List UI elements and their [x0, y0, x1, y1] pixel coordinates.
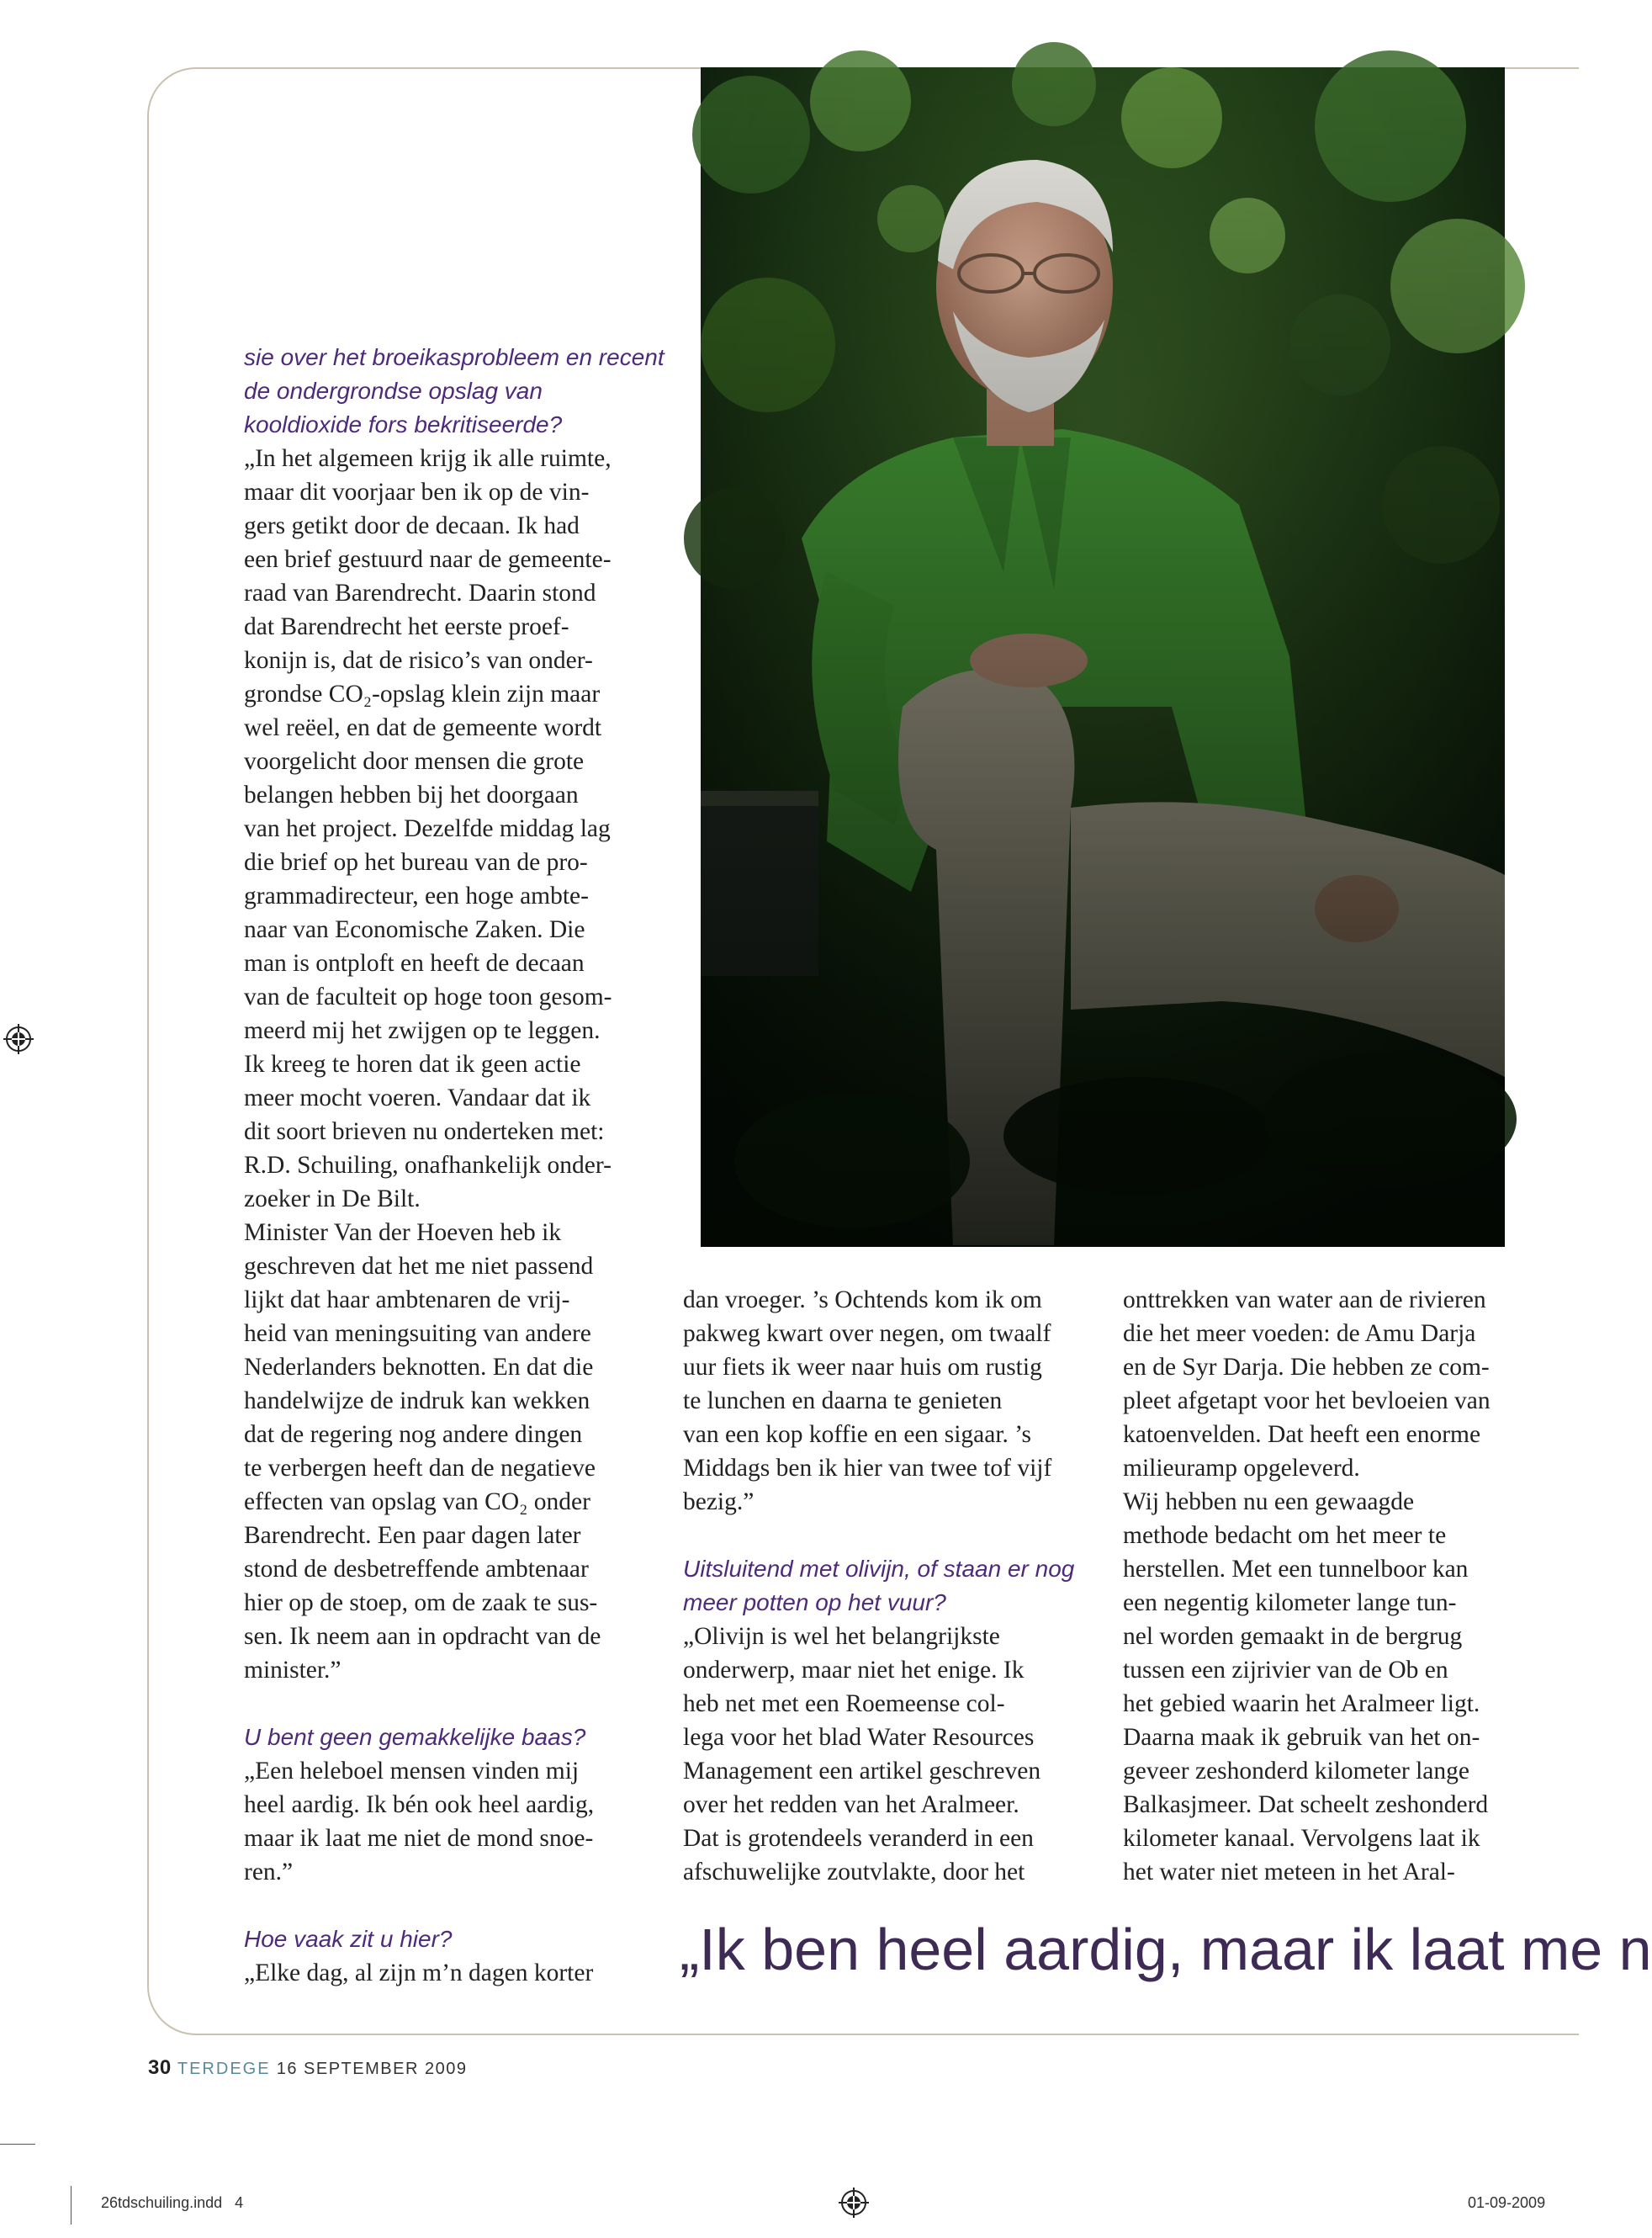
text-line: hier op de stoep, om de zaak te sus- — [244, 1589, 598, 1616]
text-line: dan vroeger. ’s Ochtends kom ik om — [683, 1286, 1042, 1313]
text-line: sen. Ik neem aan in opdracht van de — [244, 1623, 601, 1650]
text-line: een negentig kilometer lange tun- — [1123, 1589, 1457, 1616]
text-line: van het project. Dezelfde middag lag — [244, 815, 611, 842]
text-line: R.D. Schuiling, onafhankelijk onder- — [244, 1152, 612, 1179]
text-line: het gebied waarin het Aralmeer ligt. — [1123, 1690, 1480, 1717]
text-line: voorgelicht door mensen die grote — [244, 748, 585, 775]
text-line: Balkasjmeer. Dat scheelt zeshonderd — [1123, 1791, 1489, 1818]
text-line: effecten van opslag van CO₂ onder — [244, 1488, 590, 1515]
column-3 — [1123, 1283, 1552, 1889]
text-line: herstellen. Met een tunnelboor kan — [1123, 1556, 1469, 1583]
text-line: stond de desbetreffende ambtenaar — [244, 1556, 589, 1583]
text-line: onderwerp, maar niet het enige. Ik — [683, 1657, 1025, 1684]
text-line: handelwijze de indruk kan wekken — [244, 1387, 590, 1414]
slug-filename: 26tdschuiling.indd 4 — [101, 2194, 244, 2211]
text-line: Ik kreeg te horen dat ik geen actie — [244, 1051, 581, 1078]
text-line: methode bedacht om het meer te — [1123, 1522, 1447, 1549]
registration-mark-left-icon — [2, 1022, 35, 1056]
text-line: Wij hebben nu een gewaagde — [1123, 1488, 1415, 1515]
text-line: grondse CO₂-opslag klein zijn maar — [244, 681, 601, 708]
text-line: die brief op het bureau van de pro- — [244, 849, 588, 876]
text-line: een brief gestuurd naar de gemeente- — [244, 546, 612, 573]
question-1: sie over het broeikasprobleem en recent de ondergrondse opslag van kooldioxide fors bekritiseerde? — [244, 344, 665, 438]
answer-3-start — [244, 1956, 665, 1990]
text-line: Middags ben ik hier van twee tof vijf — [683, 1455, 1052, 1482]
crop-mark-horizontal — [0, 2144, 35, 2145]
text-line: „Elke dag, al zijn m’n dagen korter — [244, 1960, 594, 1986]
text-line: maar dit voorjaar ben ik op de vin- — [244, 479, 590, 506]
text-line: Minister Van der Hoeven heb ik — [244, 1219, 562, 1246]
text-line: lega voor het blad Water Resources — [683, 1724, 1035, 1751]
text-line: milieuramp opgeleverd. — [1123, 1455, 1360, 1482]
text-line: „Olivijn is wel het belangrijkste — [683, 1623, 1000, 1650]
text-line: ren.” — [244, 1859, 294, 1885]
text-line: man is ontploft en heeft de decaan — [244, 950, 585, 977]
text-line: „In het algemeen krijg ik alle ruimte, — [244, 445, 612, 472]
text-line: heb net met een Roemeense col- — [683, 1690, 1005, 1717]
text-line: dat de regering nog andere dingen — [244, 1421, 583, 1448]
text-line: onttrekken van water aan de rivieren — [1123, 1286, 1486, 1313]
pull-quote: „Ik ben heel aardig, maar ik laat me n — [680, 1917, 1652, 1982]
text-line: afschuwelijke zoutvlakte, door het — [683, 1859, 1025, 1885]
text-line: minister.” — [244, 1657, 342, 1684]
text-line: konijn is, dat de risico’s van onder- — [244, 647, 593, 674]
text-line: lijkt dat haar ambtenaren de vrij- — [244, 1286, 570, 1313]
answer-4 — [683, 1620, 1104, 1889]
text-line: bezig.” — [683, 1488, 755, 1515]
magazine-name: TERDEGE — [177, 2060, 271, 2078]
text-line: het water niet meteen in het Aral- — [1123, 1859, 1455, 1885]
text-line: Dat is grotendeels veranderd in een — [683, 1825, 1034, 1852]
answer-3-continued — [683, 1283, 1104, 1519]
text-line: gers getikt door de decaan. Ik had — [244, 512, 580, 539]
text-line: geveer zeshonderd kilometer lange — [1123, 1758, 1469, 1785]
text-line: kilometer kanaal. Vervolgens laat ik — [1123, 1825, 1480, 1852]
registration-mark-bottom-icon — [837, 2186, 871, 2219]
text-line: naar van Economische Zaken. Die — [244, 916, 585, 943]
text-line: van de faculteit op hoge toon gesom- — [244, 984, 612, 1010]
text-line: Daarna maak ik gebruik van het on- — [1123, 1724, 1480, 1751]
text-line: te lunchen en daarna te genieten — [683, 1387, 1003, 1414]
text-line: tussen een zijrivier van de Ob en — [1123, 1657, 1448, 1684]
text-line: heel aardig. Ik bén ook heel aardig, — [244, 1791, 595, 1818]
text-line: raad van Barendrecht. Daarin stond — [244, 580, 596, 607]
text-line: te verbergen heeft dan de negatieve — [244, 1455, 596, 1482]
text-line: dat Barendrecht het eerste proef- — [244, 613, 569, 640]
text-line: Nederlanders beknotten. En dat die — [244, 1354, 594, 1381]
portrait-photo — [701, 67, 1505, 1247]
question-4: Uitsluitend met olivijn, of staan er nog meer potten op het vuur? — [683, 1556, 1075, 1615]
column-2 — [683, 1283, 1104, 1889]
text-line: en de Syr Darja. Die hebben ze com- — [1123, 1354, 1490, 1381]
text-line: pakweg kwart over negen, om twaalf — [683, 1320, 1051, 1347]
text-line: dit soort brieven nu onderteken met: — [244, 1118, 605, 1145]
text-line: „Een heleboel mensen vinden mij — [244, 1758, 580, 1785]
text-line: over het redden van het Aralmeer. — [683, 1791, 1019, 1818]
text-line: die het meer voeden: de Amu Darja — [1123, 1320, 1476, 1347]
folio — [148, 2056, 467, 2080]
text-line: grammadirecteur, een hoge ambte- — [244, 883, 589, 910]
text-line: katoenvelden. Dat heeft een enorme — [1123, 1421, 1481, 1448]
column-1 — [244, 341, 665, 1990]
text-line: belangen hebben bij het doorgaan — [244, 782, 579, 809]
answer-1 — [244, 442, 665, 1687]
answer-2 — [244, 1754, 665, 1889]
text-line: meerd mij het zwijgen op te leggen. — [244, 1017, 601, 1044]
text-line: meer mocht voeren. Vandaar dat ik — [244, 1085, 591, 1111]
page-number: 30 — [148, 2056, 172, 2079]
answer-4-continued — [1123, 1283, 1552, 1889]
text-line: pleet afgetapt voor het bevloeien van — [1123, 1387, 1491, 1414]
text-line: maar ik laat me niet de mond snoe- — [244, 1825, 594, 1852]
question-2: U bent geen gemakkelijke baas? — [244, 1724, 586, 1750]
slug-date: 01-09-2009 — [1468, 2194, 1546, 2211]
text-line: uur fiets ik weer naar huis om rustig — [683, 1354, 1042, 1381]
text-line: Management een artikel geschreven — [683, 1758, 1041, 1785]
text-line: van een kop koffie en een sigaar. ’s — [683, 1421, 1031, 1448]
text-line: Barendrecht. Een paar dagen later — [244, 1522, 581, 1549]
text-line: geschreven dat het me niet passend — [244, 1253, 594, 1280]
text-line: wel reëel, en dat de gemeente wordt — [244, 714, 602, 741]
question-3: Hoe vaak zit u hier? — [244, 1926, 453, 1952]
text-line: nel worden gemaakt in de bergrug — [1123, 1623, 1463, 1650]
text-line: zoeker in De Bilt. — [244, 1185, 421, 1212]
text-line: heid van meningsuiting van andere — [244, 1320, 591, 1347]
issue-date: 16 SEPTEMBER 2009 — [276, 2060, 468, 2078]
